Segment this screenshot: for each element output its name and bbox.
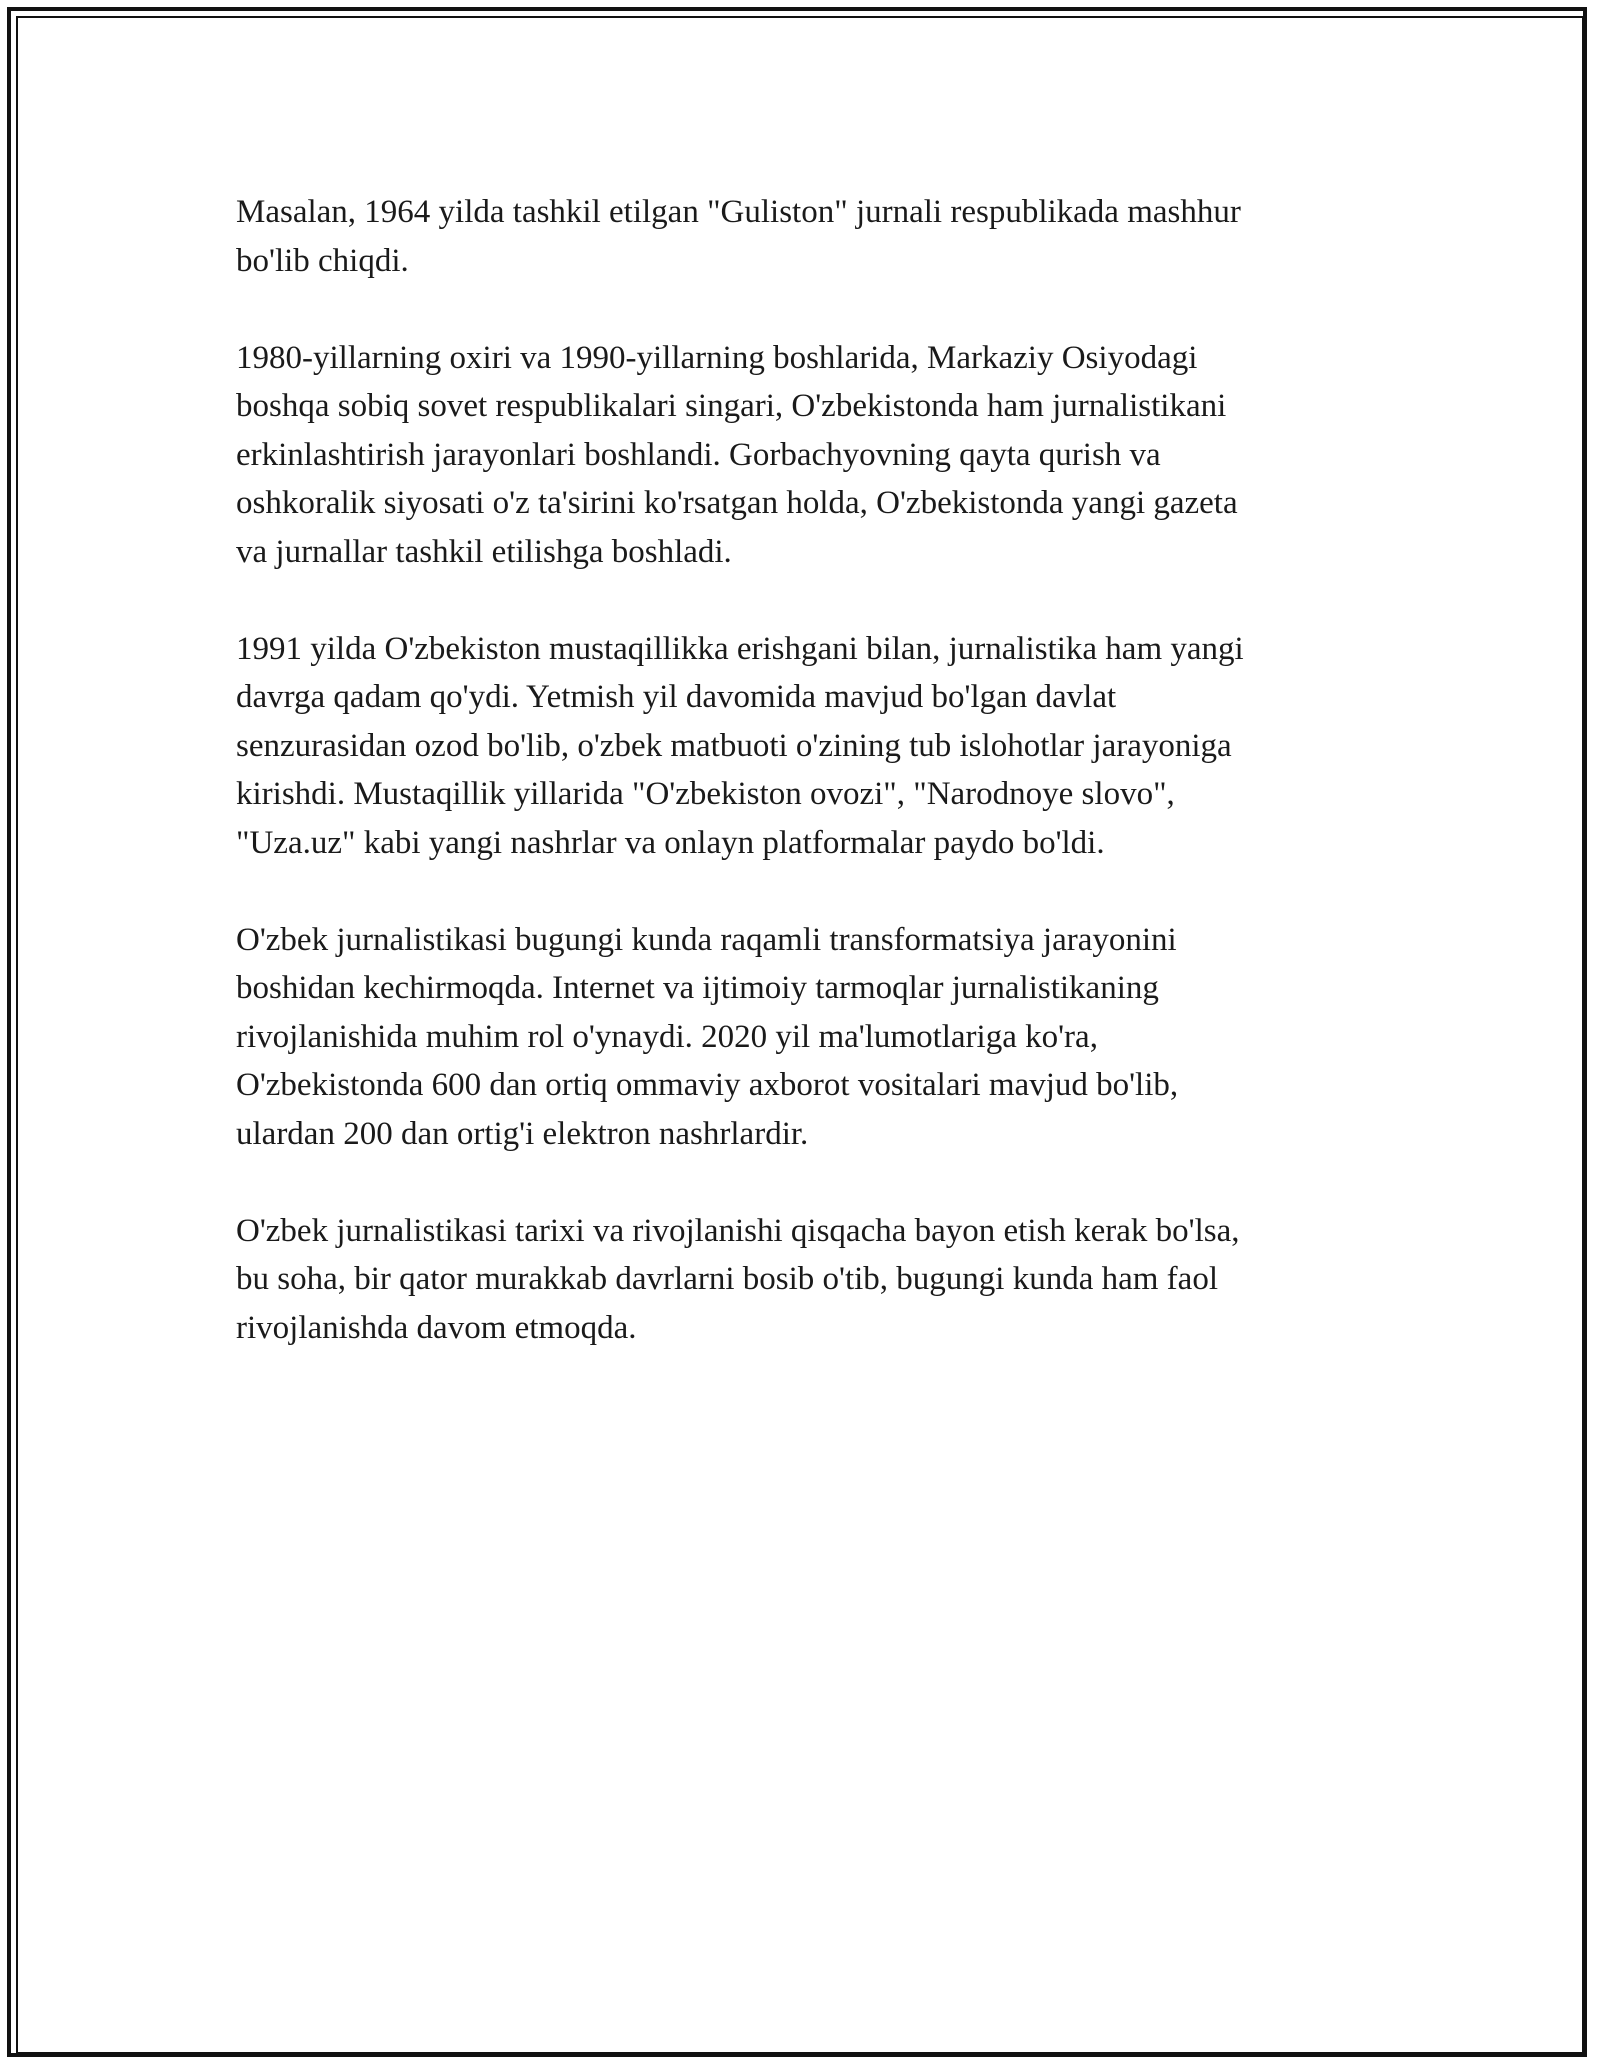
text-line: rivojlanishida muhim rol o'ynaydi. 2020 yil ma'lumotlariga ko'ra,: [236, 1018, 1098, 1055]
paragraph-1: [236, 188, 1376, 285]
paragraph-2: [236, 334, 1376, 577]
text-line: 1980-yillarning oxiri va 1990-yillarning boshlarida, Markaziy Osiyodagi: [236, 339, 1198, 376]
text-line: "Uza.uz" kabi yangi nashrlar va onlayn platformalar paydo bo'ldi.: [236, 824, 1105, 861]
document-body: [236, 188, 1376, 1401]
text-line: va jurnallar tashkil etilishga boshladi.: [236, 533, 732, 570]
text-line: kirishdi. Mustaqillik yillarida "O'zbekiston ovozi", "Narodnoye slovo",: [236, 776, 1175, 812]
text-line: O'zbekistonda 600 dan ortiq ommaviy axborot vositalari mavjud bo'lib,: [236, 1067, 1179, 1103]
text-line: erkinlashtirish jarayonlari boshlandi. Gorbachyovning qayta qurish va: [236, 436, 1161, 473]
text-line: oshkoralik siyosati o'z ta'sirini ko'rsatgan holda, O'zbekistonda yangi gazeta: [236, 485, 1238, 521]
text-line: Masalan, 1964 yilda tashkil etilgan "Guliston" jurnali respublikada mashhur: [236, 194, 1241, 230]
text-line: rivojlanishda davom etmoqda.: [236, 1309, 637, 1346]
text-line: bo'lib chiqdi.: [236, 242, 409, 279]
text-line: 1991 yilda O'zbekiston mustaqillikka erishgani bilan, jurnalistika ham yangi: [236, 630, 1244, 667]
text-line: O'zbek jurnalistikasi tarixi va rivojlanishi qisqacha bayon etish kerak bo'lsa,: [236, 1212, 1240, 1249]
text-line: ulardan 200 dan ortig'i elektron nashrlardir.: [236, 1115, 809, 1152]
text-line: boshqa sobiq sovet respublikalari singari, O'zbekistonda ham jurnalistikani: [236, 388, 1227, 424]
text-line: O'zbek jurnalistikasi bugungi kunda raqamli transformatsiya jarayonini: [236, 921, 1177, 958]
text-line: bu soha, bir qator murakkab davrlarni bosib o'tib, bugungi kunda ham faol: [236, 1261, 1218, 1297]
paragraph-5: [236, 1207, 1376, 1353]
text-line: senzurasidan ozod bo'lib, o'zbek matbuoti o'zining tub islohotlar jarayoniga: [236, 727, 1232, 764]
text-line: davrga qadam qo'ydi. Yetmish yil davomida mavjud bo'lgan davlat: [236, 679, 1117, 715]
text-line: boshidan kechirmoqda. Internet va ijtimoiy tarmoqlar jurnalistikaning: [236, 970, 1159, 1006]
paragraph-3: [236, 625, 1376, 868]
paragraph-4: [236, 916, 1376, 1159]
